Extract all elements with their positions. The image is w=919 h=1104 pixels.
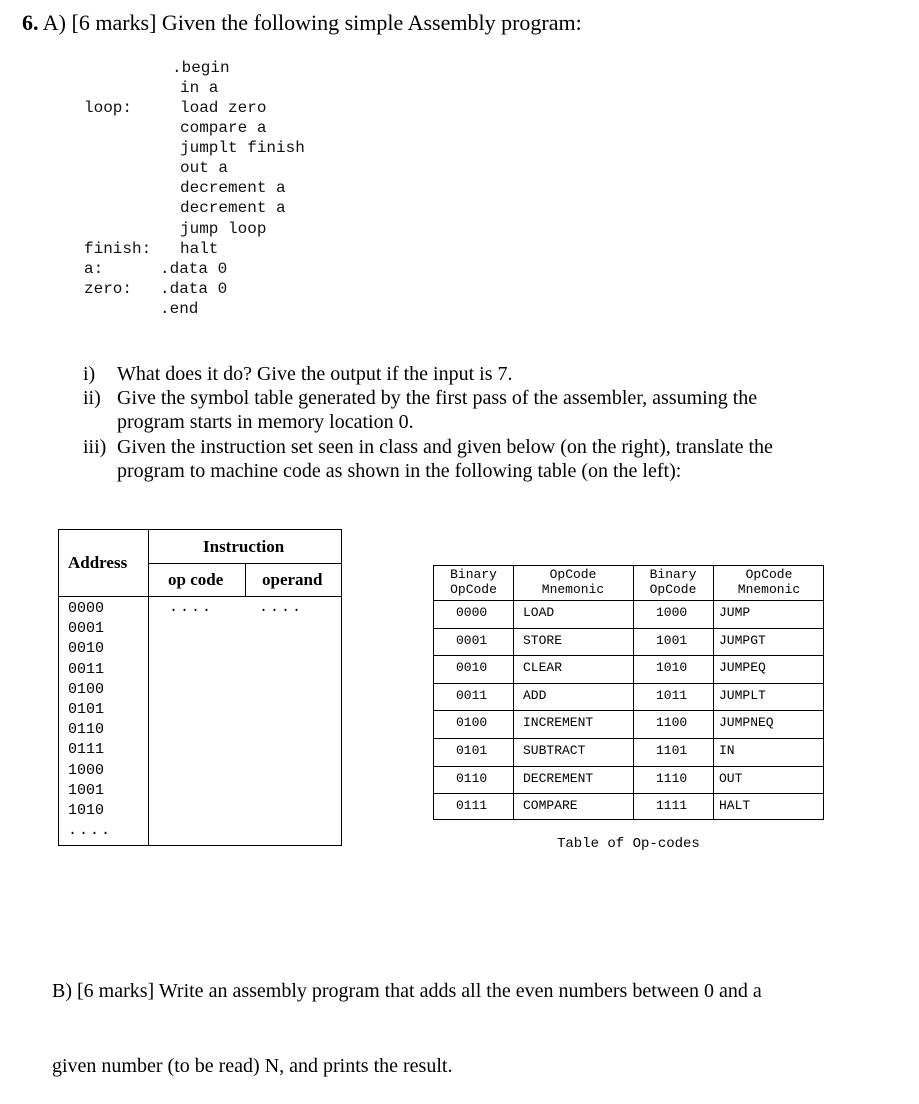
opcode-table-header bbox=[633, 567, 713, 597]
code-label: a: bbox=[84, 260, 104, 278]
question-number: i) bbox=[83, 363, 96, 385]
part-b-line: B) [6 marks] Write an assembly program that adds all the even numbers between 0 and a bbox=[52, 980, 762, 1002]
header-line: OpCode bbox=[549, 567, 597, 582]
code-line: load zero bbox=[180, 99, 267, 117]
binary-opcode-cell: 1010 bbox=[656, 660, 688, 676]
mnemonic-cell: JUMPNEQ bbox=[719, 715, 774, 731]
question-text: Given the instruction set seen in class and given below (on the right), translate the bbox=[117, 436, 773, 458]
code-line: .end bbox=[160, 300, 199, 318]
opcode-table-header bbox=[713, 567, 825, 597]
binary-opcode-cell: 0011 bbox=[456, 687, 488, 703]
code-line: out a bbox=[180, 159, 229, 177]
header-line: OpCode bbox=[745, 567, 793, 582]
code-line: in a bbox=[180, 79, 219, 97]
mnemonic-cell: STORE bbox=[523, 632, 563, 648]
code-line: decrement a bbox=[180, 179, 286, 197]
header-line: Mnemonic bbox=[541, 582, 605, 597]
header-line: Binary bbox=[450, 567, 497, 582]
question-text: A) [6 marks] Given the following simple Assembly program: bbox=[42, 10, 582, 35]
address-cell: 0101 bbox=[68, 701, 105, 718]
binary-opcode-cell: 0010 bbox=[456, 660, 488, 676]
header-line: OpCode bbox=[450, 582, 497, 597]
code-label: zero: bbox=[84, 280, 133, 298]
binary-opcode-cell: 0111 bbox=[456, 798, 488, 814]
mnemonic-cell: DECREMENT bbox=[523, 770, 594, 786]
question-title bbox=[22, 10, 582, 36]
mnemonic-cell: IN bbox=[719, 743, 735, 758]
binary-opcode-cell: 1110 bbox=[656, 770, 688, 786]
address-cell: 0010 bbox=[68, 640, 105, 658]
binary-opcode-cell: 1000 bbox=[656, 605, 688, 620]
mnemonic-cell: OUT bbox=[719, 770, 743, 786]
code-line: decrement a bbox=[180, 199, 286, 217]
binary-opcode-cell: 0101 bbox=[456, 743, 488, 758]
address-cell: 1000 bbox=[68, 761, 105, 779]
mnemonic-cell: SUBTRACT bbox=[523, 743, 586, 758]
question-text: Give the symbol table generated by the first pass of the assembler, assuming the bbox=[117, 387, 758, 409]
address-cell: 0011 bbox=[68, 660, 105, 678]
code-line: jumplt finish bbox=[180, 139, 305, 157]
operand-placeholder: .... bbox=[259, 599, 304, 616]
code-label: finish: bbox=[84, 240, 152, 258]
question-text: What does it do? Give the output if the input is 7. bbox=[117, 363, 513, 385]
code-line: jump loop bbox=[180, 220, 267, 238]
mnemonic-cell: JUMP bbox=[719, 605, 751, 620]
binary-opcode-cell: 1011 bbox=[656, 687, 688, 703]
code-label: loop: bbox=[84, 99, 133, 117]
code-line: .data 0 bbox=[160, 260, 228, 278]
binary-opcode-cell: 0110 bbox=[456, 770, 488, 786]
mnemonic-cell: INCREMENT bbox=[523, 715, 594, 731]
mnemonic-cell: CLEAR bbox=[523, 660, 563, 676]
address-header: Address bbox=[68, 553, 128, 572]
mnemonic-cell: COMPARE bbox=[523, 798, 578, 814]
part-b-line: given number (to be read) N, and prints the result. bbox=[52, 1055, 453, 1077]
operand-header: operand bbox=[262, 570, 323, 589]
question-number: iii) bbox=[83, 436, 107, 458]
address-cell: 0111 bbox=[68, 741, 105, 759]
address-cell: .... bbox=[68, 822, 113, 840]
code-line: .begin bbox=[172, 59, 230, 77]
binary-opcode-cell: 0000 bbox=[456, 605, 488, 620]
mnemonic-cell: JUMPGT bbox=[719, 632, 766, 648]
mnemonic-cell: JUMPEQ bbox=[719, 660, 766, 676]
part-b bbox=[52, 929, 762, 1104]
question-text: program to machine code as shown in the following table (on the left): bbox=[117, 460, 682, 482]
opcode-table-header bbox=[434, 567, 513, 597]
address-instruction-table bbox=[58, 529, 342, 846]
question-number: 6. bbox=[22, 10, 39, 35]
address-cell: 0110 bbox=[68, 721, 105, 739]
opcode-table-caption: Table of Op-codes bbox=[557, 836, 700, 852]
address-cell: 0100 bbox=[68, 680, 105, 698]
binary-opcode-cell: 0100 bbox=[456, 715, 488, 731]
binary-opcode-cell: 0001 bbox=[456, 632, 488, 648]
address-cell: 0000 bbox=[68, 600, 105, 617]
question-text: program starts in memory location 0. bbox=[117, 411, 414, 433]
opcode-table-header bbox=[513, 567, 633, 597]
code-line: halt bbox=[180, 240, 219, 258]
code-line: compare a bbox=[180, 119, 267, 137]
header-line: Mnemonic bbox=[737, 582, 801, 597]
binary-opcode-cell: 1111 bbox=[656, 798, 688, 814]
mnemonic-cell: ADD bbox=[523, 687, 547, 703]
address-cell: 0001 bbox=[68, 620, 105, 638]
opcode-table bbox=[433, 565, 824, 820]
instruction-header: Instruction bbox=[203, 537, 285, 556]
header-line: Binary bbox=[649, 567, 697, 582]
mnemonic-cell: JUMPLT bbox=[719, 687, 766, 703]
address-cell: 1010 bbox=[68, 802, 105, 819]
binary-opcode-cell: 1100 bbox=[656, 715, 688, 731]
binary-opcode-cell: 1001 bbox=[656, 632, 688, 648]
mnemonic-cell: HALT bbox=[719, 798, 751, 814]
opcode-header: op code bbox=[168, 570, 224, 589]
header-line: OpCode bbox=[649, 582, 697, 597]
question-number: ii) bbox=[83, 387, 101, 409]
code-line: .data 0 bbox=[160, 280, 228, 298]
address-cell: 1001 bbox=[68, 781, 105, 799]
binary-opcode-cell: 1101 bbox=[656, 743, 688, 758]
opcode-placeholder: .... bbox=[169, 599, 214, 616]
mnemonic-cell: LOAD bbox=[523, 605, 555, 620]
